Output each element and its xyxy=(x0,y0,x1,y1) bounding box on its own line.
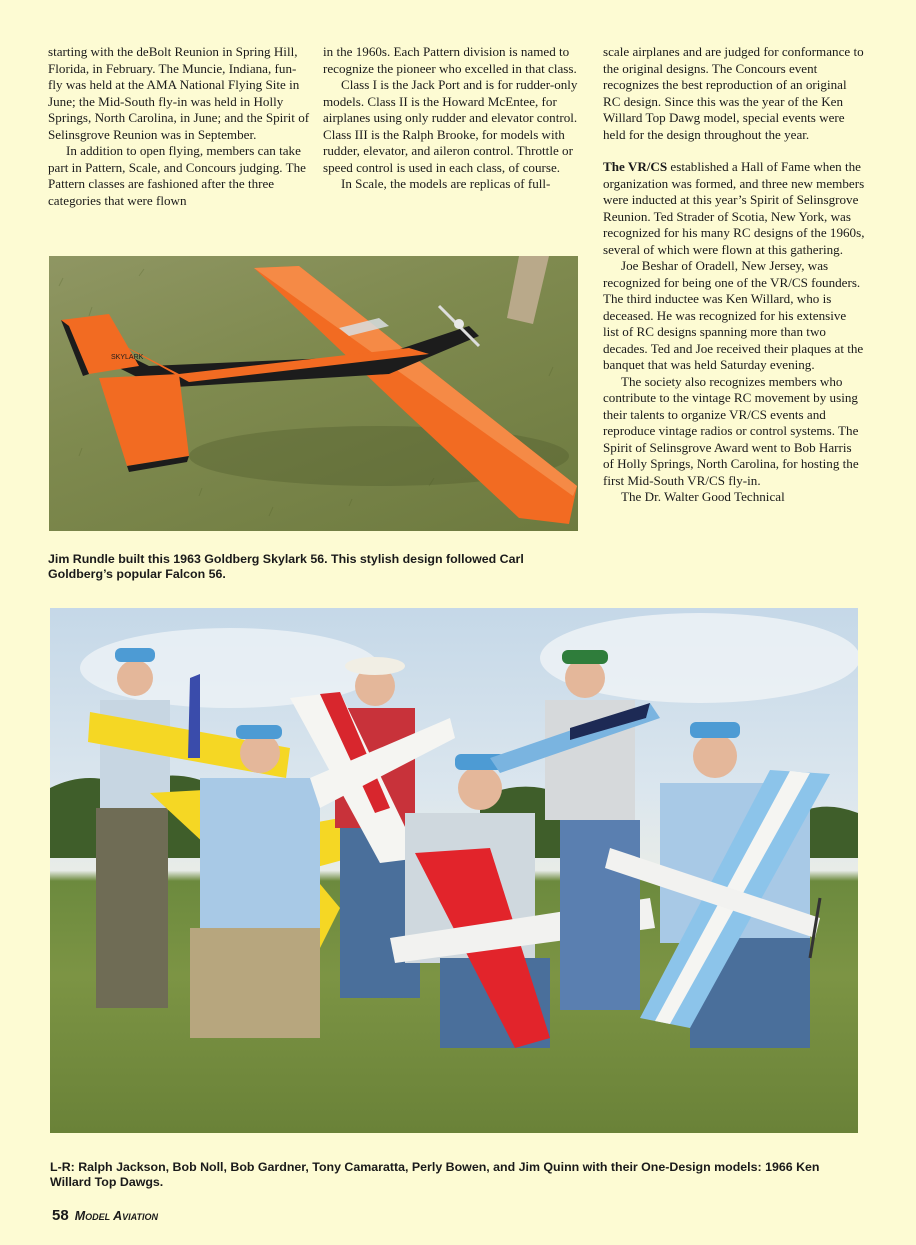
group-illustration xyxy=(50,608,858,1133)
magazine-name: Model Aviation xyxy=(74,1209,158,1223)
page-footer xyxy=(52,1207,158,1224)
paragraph-body: established a Hall of Fame when the organization was formed, and three new members were inducted at this year’s Spirit of Selinsgrove Reunion. Ted Strader of Scotia, New York, was recognized for his many RC designs of the 1960s, several of which were flown at this gathering. xyxy=(603,159,865,257)
text-column-2 xyxy=(323,44,585,193)
page-number: 58 xyxy=(52,1207,69,1224)
text-column-3 xyxy=(603,44,865,506)
paragraph: Joe Beshar of Oradell, New Jersey, was recognized for being one of the VR/CS founders. The third inductee was Ken Willard, who is deceased. He was recognized for his extensive list of RC designs spanning more than two decades. Ted and Joe received their plaques at the banquet that was held Saturday evening. xyxy=(603,258,864,372)
plane-marking: SKYLARK xyxy=(111,354,144,361)
person-bob-noll xyxy=(190,725,320,1038)
paragraph: In addition to open flying, members can take part in Pattern, Scale, and Concours judging. The Pattern classes are fashioned after the three categories that were flown xyxy=(48,143,306,208)
photo-caption-2: L-R: Ralph Jackson, Bob Noll, Bob Gardner, Tony Camaratta, Perly Bowen, and Jim Quinn with their One-Design models: 1966 Ken Willard Top Dawgs. xyxy=(50,1160,820,1189)
person-ralph-jackson xyxy=(96,648,170,1008)
skylark-photo xyxy=(49,256,578,531)
paragraph: scale airplanes and are judged for conformance to the original designs. The Concours event recognizes the best reproduction of an original RC design. Since this was the year of the Ken Willard Top Dawg model, special events were held for the design throughout the year. xyxy=(603,44,864,142)
stabilizer xyxy=(99,374,189,466)
paragraph: starting with the deBolt Reunion in Spring Hill, Florida, in February. The Muncie, Indiana, fun-fly was held at the AMA National Flying Site in June; the Mid-South fly-in was held in Holly Springs, North Carolina, in June; and the Spirit of Selinsgrove Reunion was in September. xyxy=(48,44,310,142)
wooden-post xyxy=(507,256,549,324)
paragraph: in the 1960s. Each Pattern division is named to recognize the pioneer who excelled in that class. xyxy=(323,44,577,76)
text-column-1 xyxy=(48,44,310,209)
paragraph: The society also recognizes members who contribute to the vintage RC movement by using their talents to organize VR/CS events and reproduce vintage radios or control systems. The Spirit of Selinsgrove Award went to Bob Harris of Holly Springs, North Carolina, for hosting the first Mid-South VR/CS fly-in. xyxy=(603,373,859,488)
paragraph: In Scale, the models are replicas of full- xyxy=(341,176,551,191)
paragraph-lead-in: The VR/CS xyxy=(603,159,668,174)
paragraph xyxy=(603,159,865,258)
paragraph: The Dr. Walter Good Technical xyxy=(621,489,785,504)
photo-caption-1: Jim Rundle built this 1963 Goldberg Skylark 56. This stylish design followed Carl Goldberg’s popular Falcon 56. xyxy=(48,552,524,581)
skylark-illustration xyxy=(49,256,578,531)
group-photo xyxy=(50,608,858,1133)
paragraph: Class I is the Jack Port and is for rudder-only models. Class II is the Howard McEntee, for airplanes using only rudder and elevator control. Class III is the Ralph Brooke, for models with rudder, elevator, and aileron control. Throttle or speed control is used in each class, of course. xyxy=(323,77,578,175)
